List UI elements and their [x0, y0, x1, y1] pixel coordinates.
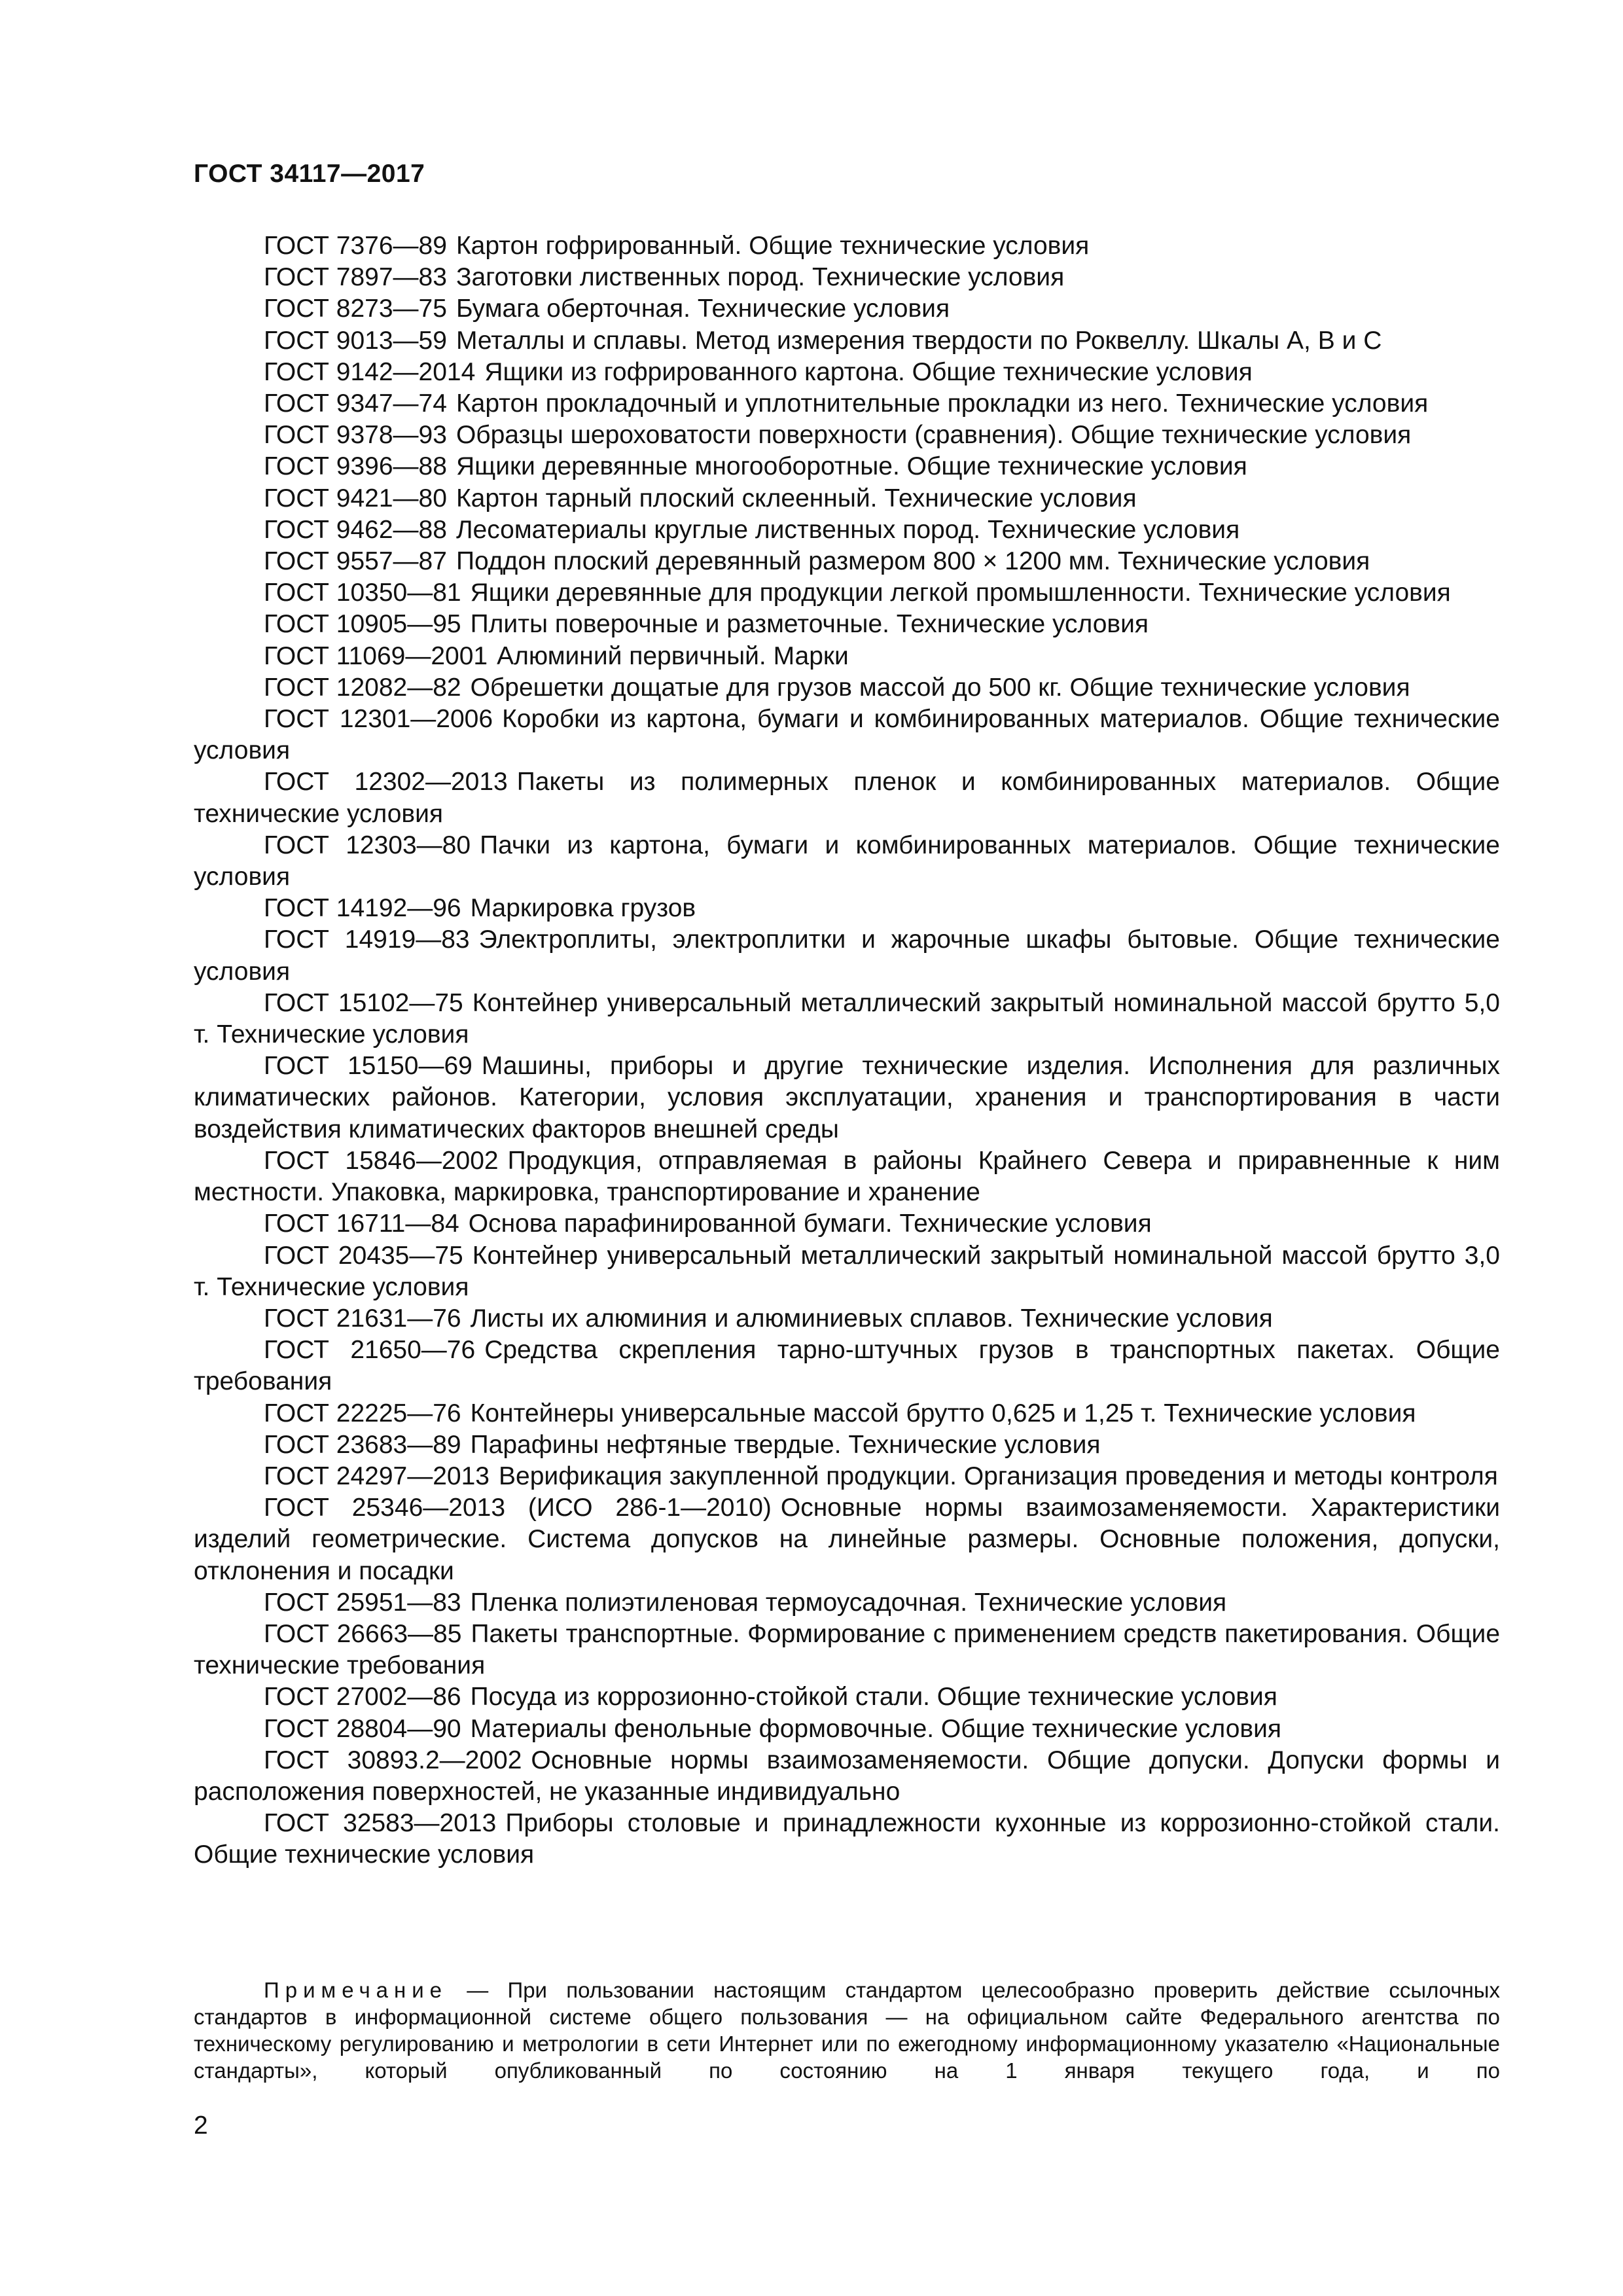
reference-item — [194, 1587, 1500, 1619]
reference-code: ГОСТ 16711—84 — [264, 1210, 459, 1238]
reference-item — [194, 451, 1500, 482]
reference-code: ГОСТ 12303—80 — [264, 831, 471, 859]
reference-title: Контейнер универсальный металлический закрытый номинальной массой брутто 5,0 т. Технические условия — [194, 988, 1500, 1049]
reference-title: Обрешетки дощатые для грузов массой до 500 кг. Общие технические условия — [470, 673, 1410, 702]
reference-item — [194, 1398, 1500, 1429]
reference-item — [194, 766, 1500, 829]
reference-item — [194, 514, 1500, 546]
note-paragraph — [194, 1977, 1500, 2084]
reference-title: Ящики из гофрированного картона. Общие технические условия — [484, 357, 1253, 386]
reference-title: Пакеты из полимерных пленок и комбинированных материалов. Общие технические условия — [194, 768, 1500, 828]
reference-code: ГОСТ 20435—75 — [264, 1241, 463, 1270]
reference-title: Коробки из картона, бумаги и комбинированных материалов. Общие технические условия — [194, 705, 1500, 765]
reference-title: Средства скрепления тарно-штучных грузов в транспортных пакетах. Общие требования — [194, 1336, 1500, 1396]
reference-title: Основные нормы взаимозаменяемости. Характеристики изделий геометрические. Система допусков на линейные размеры. Основные положения, допуски, отклонения и посадки — [194, 1494, 1500, 1585]
reference-code: ГОСТ 10350—81 — [264, 579, 461, 607]
reference-item — [194, 1681, 1500, 1713]
reference-item — [194, 672, 1500, 704]
reference-code: ГОСТ 10905—95 — [264, 610, 461, 639]
reference-code: ГОСТ 7376—89 — [264, 232, 447, 260]
reference-item — [194, 641, 1500, 672]
reference-code: ГОСТ 15150—69 — [264, 1052, 473, 1081]
reference-item — [194, 546, 1500, 577]
reference-item — [194, 420, 1500, 451]
reference-item — [194, 1335, 1500, 1397]
reference-title: Плиты поверочные и разметочные. Технические условия — [470, 610, 1149, 639]
reference-title: Основа парафинированной бумаги. Технические условия — [468, 1210, 1152, 1238]
reference-code: ГОСТ 12082—82 — [264, 673, 461, 702]
reference-title: Ящики деревянные для продукции легкой промышленности. Технические условия — [470, 579, 1451, 607]
reference-item — [194, 893, 1500, 924]
reference-code: ГОСТ 21631—76 — [264, 1304, 461, 1333]
reference-title: Металлы и сплавы. Метод измерения твердости по Роквеллу. Шкалы А, В и С — [455, 326, 1382, 355]
normative-references-list — [194, 230, 1500, 1871]
reference-item — [194, 1492, 1500, 1587]
reference-code: ГОСТ 14192—96 — [264, 894, 461, 923]
reference-code: ГОСТ 25951—83 — [264, 1588, 461, 1617]
reference-title: Картон тарный плоский склеенный. Технические условия — [455, 484, 1137, 512]
reference-code: ГОСТ 9462—88 — [264, 515, 447, 544]
reference-item — [194, 1745, 1500, 1808]
reference-title: Листы их алюминия и алюминиевых сплавов. Технические условия — [470, 1304, 1273, 1333]
reference-item — [194, 293, 1500, 325]
reference-code: ГОСТ 15846—2002 — [264, 1146, 499, 1175]
note-label: Примечание — [264, 1978, 448, 2002]
reference-code: ГОСТ 21650—76 — [264, 1336, 476, 1365]
reference-item — [194, 230, 1500, 262]
reference-title: Контейнер универсальный металлический закрытый номинальной массой брутто 3,0 т. Технические условия — [194, 1241, 1500, 1301]
reference-item — [194, 1240, 1500, 1303]
reference-title: Основные нормы взаимозаменяемости. Общие допуски. Допуски формы и расположения поверхностей, не указанные индивидуально — [194, 1746, 1500, 1806]
reference-title: Посуда из коррозионно-стойкой стали. Общие технические условия — [470, 1683, 1277, 1712]
reference-item — [194, 325, 1500, 357]
reference-item — [194, 1619, 1500, 1681]
reference-title: Верификация закупленной продукции. Организация проведения и методы контроля — [499, 1462, 1498, 1490]
reference-code: ГОСТ 26663—85 — [264, 1619, 462, 1648]
reference-code: ГОСТ 9396—88 — [264, 452, 447, 481]
reference-code: ГОСТ 9557—87 — [264, 547, 447, 576]
reference-title: Пленка полиэтиленовая термоусадочная. Технические условия — [470, 1588, 1227, 1617]
reference-item — [194, 1713, 1500, 1745]
reference-title: Бумага оберточная. Технические условия — [455, 295, 950, 323]
reference-code: ГОСТ 14919—83 — [264, 925, 470, 954]
reference-title: Поддон плоский деревянный размером 800 × 1200 мм. Технические условия — [455, 547, 1370, 576]
page-number: 2 — [194, 2111, 208, 2140]
reference-code: ГОСТ 7897—83 — [264, 263, 447, 292]
reference-code: ГОСТ 11069—2001 — [264, 641, 488, 670]
reference-title: Парафины нефтяные твердые. Технические условия — [470, 1430, 1101, 1459]
reference-code: ГОСТ 9421—80 — [264, 484, 447, 512]
reference-code: ГОСТ 8273—75 — [264, 295, 447, 323]
reference-title: Лесоматериалы круглые лиственных пород. Технические условия — [455, 515, 1240, 544]
document-header: ГОСТ 34117—2017 — [194, 160, 425, 188]
reference-code: ГОСТ 12302—2013 — [264, 768, 508, 797]
reference-item — [194, 1808, 1500, 1871]
reference-title: Контейнеры универсальные массой брутто 0,625 и 1,25 т. Технические условия — [470, 1399, 1416, 1427]
reference-code: ГОСТ 9347—74 — [264, 389, 447, 418]
reference-code: ГОСТ 15102—75 — [264, 988, 463, 1017]
reference-title: Приборы столовые и принадлежности кухонные из коррозионно-стойкой стали. Общие технические условия — [194, 1809, 1500, 1869]
reference-title: Заготовки лиственных пород. Технические условия — [455, 263, 1065, 292]
reference-item — [194, 262, 1500, 293]
reference-title: Картон прокладочный и уплотнительные прокладки из него. Технические условия — [455, 389, 1429, 418]
note-text: — При пользовании настоящим стандартом целесообразно проверить действие ссылочных стандартов в информационной системе общего пользования — на официальном сайте Федерального агентства по техническому регулированию и метрологии в сети Интернет или по ежегодному информационному указателю «Национальные стандарты», который опубликованный по состоянию на 1 января текущего года, и по — [194, 1978, 1501, 2083]
reference-item — [194, 1208, 1500, 1240]
reference-code: ГОСТ 32583—2013 — [264, 1809, 497, 1838]
reference-item — [194, 577, 1500, 609]
reference-title: Пачки из картона, бумаги и комбинированных материалов. Общие технические условия — [194, 831, 1500, 891]
reference-title: Продукция, отправляемая в районы Крайнего Севера и приравненные к ним местности. Упаковка, маркировка, транспортирование и хранение — [194, 1146, 1500, 1207]
reference-item — [194, 1461, 1500, 1492]
reference-code: ГОСТ 22225—76 — [264, 1399, 461, 1427]
reference-code: ГОСТ 24297—2013 — [264, 1462, 490, 1490]
reference-code: ГОСТ 9013—59 — [264, 326, 447, 355]
reference-title: Маркировка грузов — [470, 894, 696, 923]
reference-title: Машины, приборы и другие технические изделия. Исполнения для различных климатических районов. Категории, условия эксплуатации, хранения и транспортирования в части воздействия климатических факторов внешней среды — [194, 1052, 1500, 1143]
reference-title: Ящики деревянные многооборотные. Общие технические условия — [455, 452, 1247, 481]
reference-item — [194, 1303, 1500, 1335]
reference-item — [194, 357, 1500, 388]
reference-item — [194, 388, 1500, 420]
reference-item — [194, 924, 1500, 987]
reference-title: Образцы шероховатости поверхности (сравнения). Общие технические условия — [455, 421, 1412, 450]
reference-code: ГОСТ 30893.2—2002 — [264, 1746, 522, 1774]
reference-item — [194, 988, 1500, 1050]
reference-code: ГОСТ 27002—86 — [264, 1683, 461, 1712]
reference-code: ГОСТ 28804—90 — [264, 1714, 461, 1743]
reference-code: ГОСТ 12301—2006 — [264, 705, 493, 734]
reference-item — [194, 704, 1500, 766]
reference-item — [194, 1429, 1500, 1461]
reference-item — [194, 483, 1500, 514]
reference-title: Картон гофрированный. Общие технические условия — [455, 232, 1090, 260]
reference-code: ГОСТ 23683—89 — [264, 1430, 461, 1459]
reference-item — [194, 609, 1500, 640]
reference-title: Пакеты транспортные. Формирование с применением средств пакетирования. Общие технические требования — [194, 1619, 1501, 1680]
reference-code: ГОСТ 9142—2014 — [264, 357, 476, 386]
reference-code: ГОСТ 9378—93 — [264, 421, 447, 450]
reference-title: Материалы фенольные формовочные. Общие технические условия — [470, 1714, 1282, 1743]
reference-title: Алюминий первичный. Марки — [497, 641, 849, 670]
reference-item — [194, 1145, 1500, 1208]
reference-title: Электроплиты, электроплитки и жарочные шкафы бытовые. Общие технические условия — [194, 925, 1500, 986]
reference-item — [194, 1050, 1500, 1145]
reference-item — [194, 830, 1500, 893]
reference-code: ГОСТ 25346—2013 (ИСО 286-1—2010) — [264, 1494, 772, 1522]
